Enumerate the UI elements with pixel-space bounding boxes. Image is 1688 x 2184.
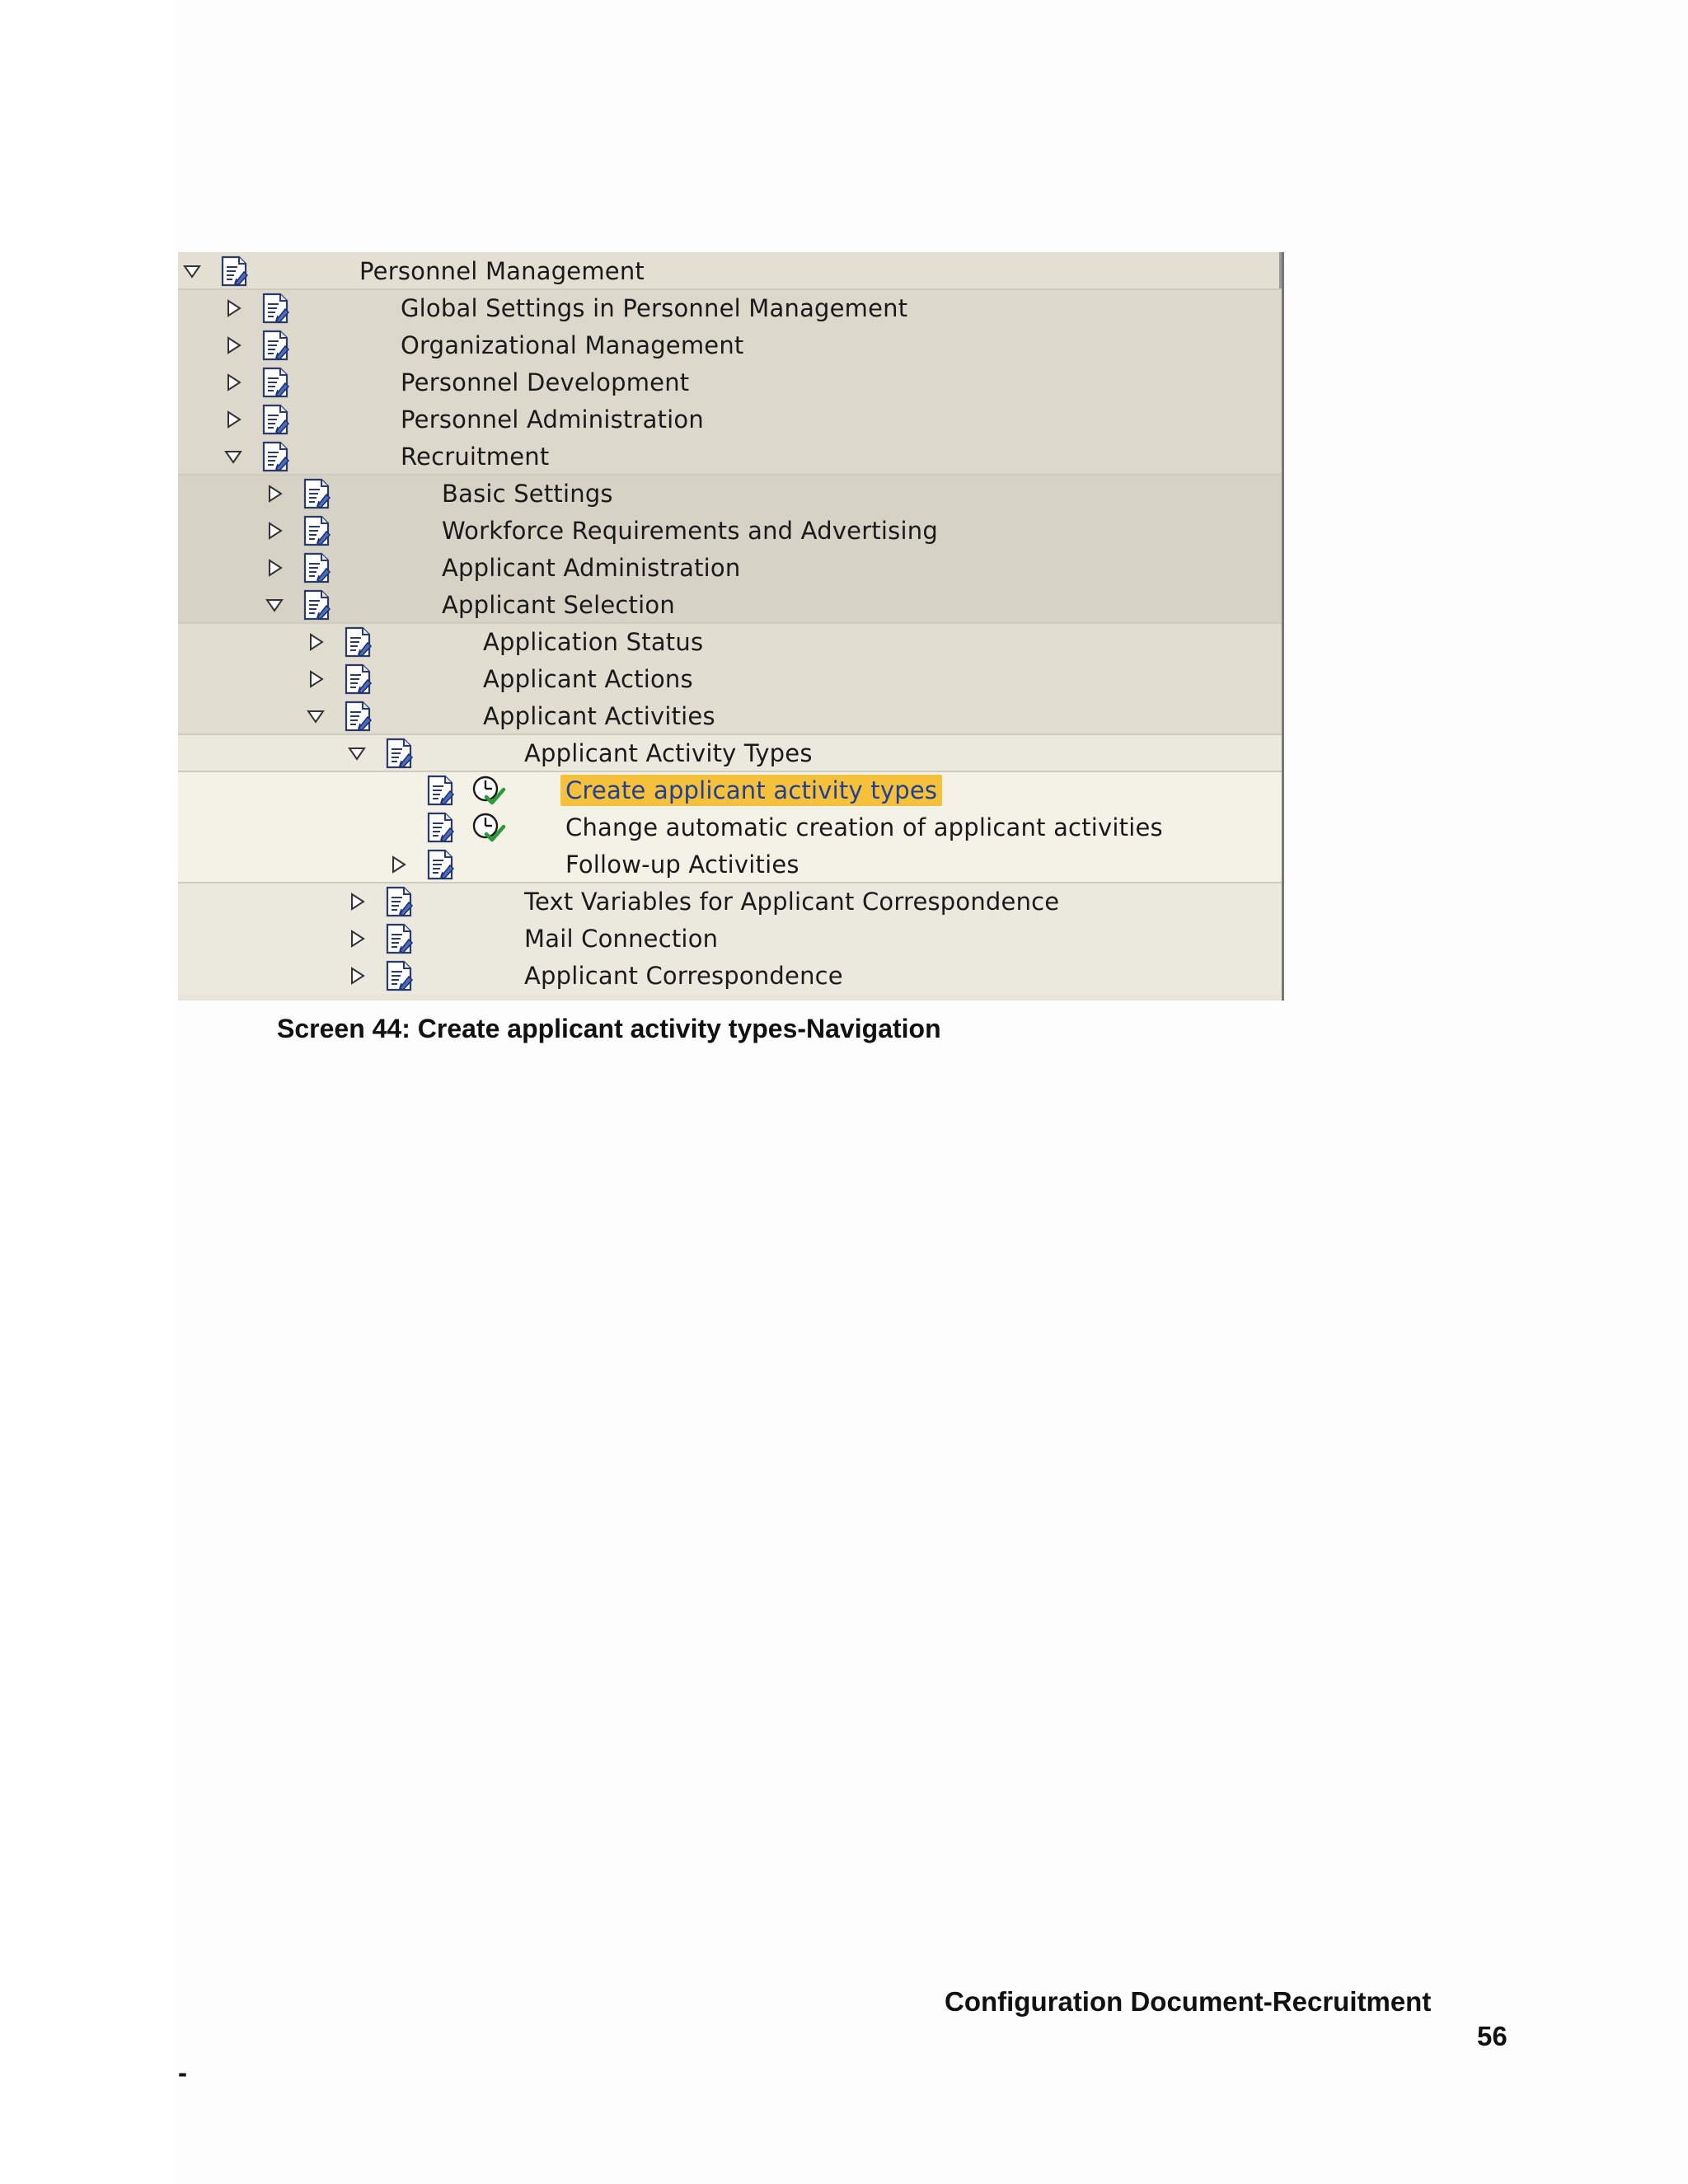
- document-icon: [302, 552, 333, 583]
- document-icon: [425, 812, 457, 843]
- tree-node-recruitment[interactable]: [178, 438, 1282, 475]
- tree-group-separator: [178, 771, 1282, 772]
- tree-node-label[interactable]: Follow-up Activities: [565, 851, 799, 879]
- triangle-down-icon[interactable]: [307, 707, 325, 725]
- tree-node-label[interactable]: Applicant Selection: [442, 591, 675, 619]
- document-icon: [343, 663, 374, 695]
- triangle-right-icon[interactable]: [265, 485, 284, 503]
- tree-node-label[interactable]: Text Variables for Applicant Correspondence: [524, 888, 1060, 916]
- triangle-right-icon[interactable]: [224, 410, 242, 429]
- document-icon: [260, 404, 292, 435]
- triangle-down-icon[interactable]: [348, 744, 366, 762]
- tree-node-applicant-administration[interactable]: [178, 549, 1282, 586]
- document-icon: [425, 849, 457, 880]
- document-icon: [302, 478, 333, 509]
- tree-node-applicant-activity-types[interactable]: [178, 734, 1282, 771]
- tree-node-change-automatic-creation[interactable]: [178, 808, 1282, 846]
- triangle-right-icon[interactable]: [348, 967, 366, 985]
- document-icon: [302, 515, 333, 546]
- tree-group-separator: [178, 622, 1282, 624]
- triangle-right-icon[interactable]: [348, 893, 366, 911]
- tree-group-separator: [178, 474, 1282, 476]
- document-icon: [343, 701, 374, 732]
- triangle-right-icon[interactable]: [224, 373, 242, 391]
- tree-node-label[interactable]: Global Settings in Personnel Management: [401, 294, 908, 322]
- triangle-down-icon[interactable]: [265, 596, 284, 614]
- triangle-right-icon[interactable]: [224, 299, 242, 317]
- document-icon: [384, 738, 415, 769]
- document-icon: [219, 255, 251, 287]
- triangle-down-icon[interactable]: [183, 262, 201, 280]
- footer-title: Configuration Document-Recruitment: [945, 1986, 1432, 2017]
- tree-node-label[interactable]: Personnel Administration: [401, 405, 704, 434]
- tree-node-label[interactable]: Applicant Administration: [442, 554, 741, 582]
- document-icon: [260, 330, 292, 361]
- tree-node-label[interactable]: Personnel Development: [401, 368, 690, 396]
- document-icon: [384, 960, 415, 991]
- document-icon: [302, 589, 333, 621]
- document-icon: [384, 923, 415, 954]
- tree-node-label[interactable]: Applicant Activity Types: [524, 739, 813, 767]
- tree-node-label[interactable]: Organizational Management: [401, 331, 744, 359]
- tree-node-personnel-administration[interactable]: [178, 401, 1282, 438]
- tree-border-cap: [1279, 252, 1282, 288]
- document-icon: [343, 626, 374, 658]
- triangle-right-icon[interactable]: [307, 670, 325, 688]
- tree-node-label[interactable]: Applicant Correspondence: [524, 962, 843, 990]
- tree-node-label[interactable]: Basic Settings: [442, 480, 613, 508]
- triangle-right-icon[interactable]: [348, 930, 366, 948]
- tree-group-separator: [178, 882, 1282, 883]
- execute-clock-icon[interactable]: [471, 812, 506, 843]
- tree-node-applicant-activities[interactable]: [178, 697, 1282, 734]
- tree-node-text-variables[interactable]: [178, 883, 1282, 920]
- page-number: 56: [1477, 2021, 1507, 2051]
- tree-node-label[interactable]: Applicant Activities: [483, 702, 715, 730]
- tree-group-separator: [178, 733, 1282, 735]
- tree-node-label[interactable]: Personnel Management: [359, 257, 645, 285]
- document-icon: [384, 886, 415, 917]
- document-icon: [425, 775, 457, 806]
- footer-dash: -: [178, 2057, 187, 2088]
- tree-node-applicant-correspondence[interactable]: [178, 957, 1282, 994]
- execute-clock-icon[interactable]: [471, 775, 506, 806]
- triangle-right-icon[interactable]: [224, 336, 242, 354]
- triangle-right-icon[interactable]: [389, 855, 407, 874]
- triangle-right-icon[interactable]: [307, 633, 325, 651]
- triangle-right-icon[interactable]: [265, 522, 284, 540]
- screen-caption: Screen 44: Create applicant activity types-Navigation: [277, 1014, 941, 1043]
- tree-node-application-status[interactable]: [178, 623, 1282, 660]
- triangle-down-icon[interactable]: [224, 448, 242, 466]
- document-icon: [260, 367, 292, 398]
- tree-node-workforce-requirements[interactable]: [178, 512, 1282, 549]
- tree-node-personnel-management[interactable]: [178, 252, 1282, 289]
- tree-node-organizational-management[interactable]: [178, 326, 1282, 363]
- document-icon: [260, 441, 292, 472]
- tree-node-label[interactable]: Applicant Actions: [483, 665, 693, 693]
- tree-node-label[interactable]: Create applicant activity types: [560, 775, 942, 806]
- document-icon: [260, 293, 292, 324]
- tree-node-mail-connection[interactable]: [178, 920, 1282, 957]
- tree-node-basic-settings[interactable]: [178, 475, 1282, 512]
- tree-node-follow-up-activities[interactable]: [178, 846, 1282, 883]
- triangle-right-icon[interactable]: [265, 559, 284, 577]
- tree-node-create-applicant-activity-types[interactable]: [178, 771, 1282, 808]
- tree-node-personnel-development[interactable]: [178, 363, 1282, 401]
- tree-node-label[interactable]: Workforce Requirements and Advertising: [442, 517, 938, 545]
- tree-node-applicant-selection[interactable]: [178, 586, 1282, 623]
- img-tree: [178, 252, 1284, 1001]
- tree-node-label[interactable]: Recruitment: [401, 443, 550, 471]
- tree-node-label[interactable]: Mail Connection: [524, 925, 719, 953]
- tree-node-applicant-actions[interactable]: [178, 660, 1282, 697]
- tree-node-label[interactable]: Change automatic creation of applicant activities: [565, 813, 1163, 841]
- tree-node-global-settings[interactable]: [178, 289, 1282, 326]
- tree-group-separator: [178, 288, 1282, 290]
- tree-node-label[interactable]: Application Status: [483, 628, 704, 656]
